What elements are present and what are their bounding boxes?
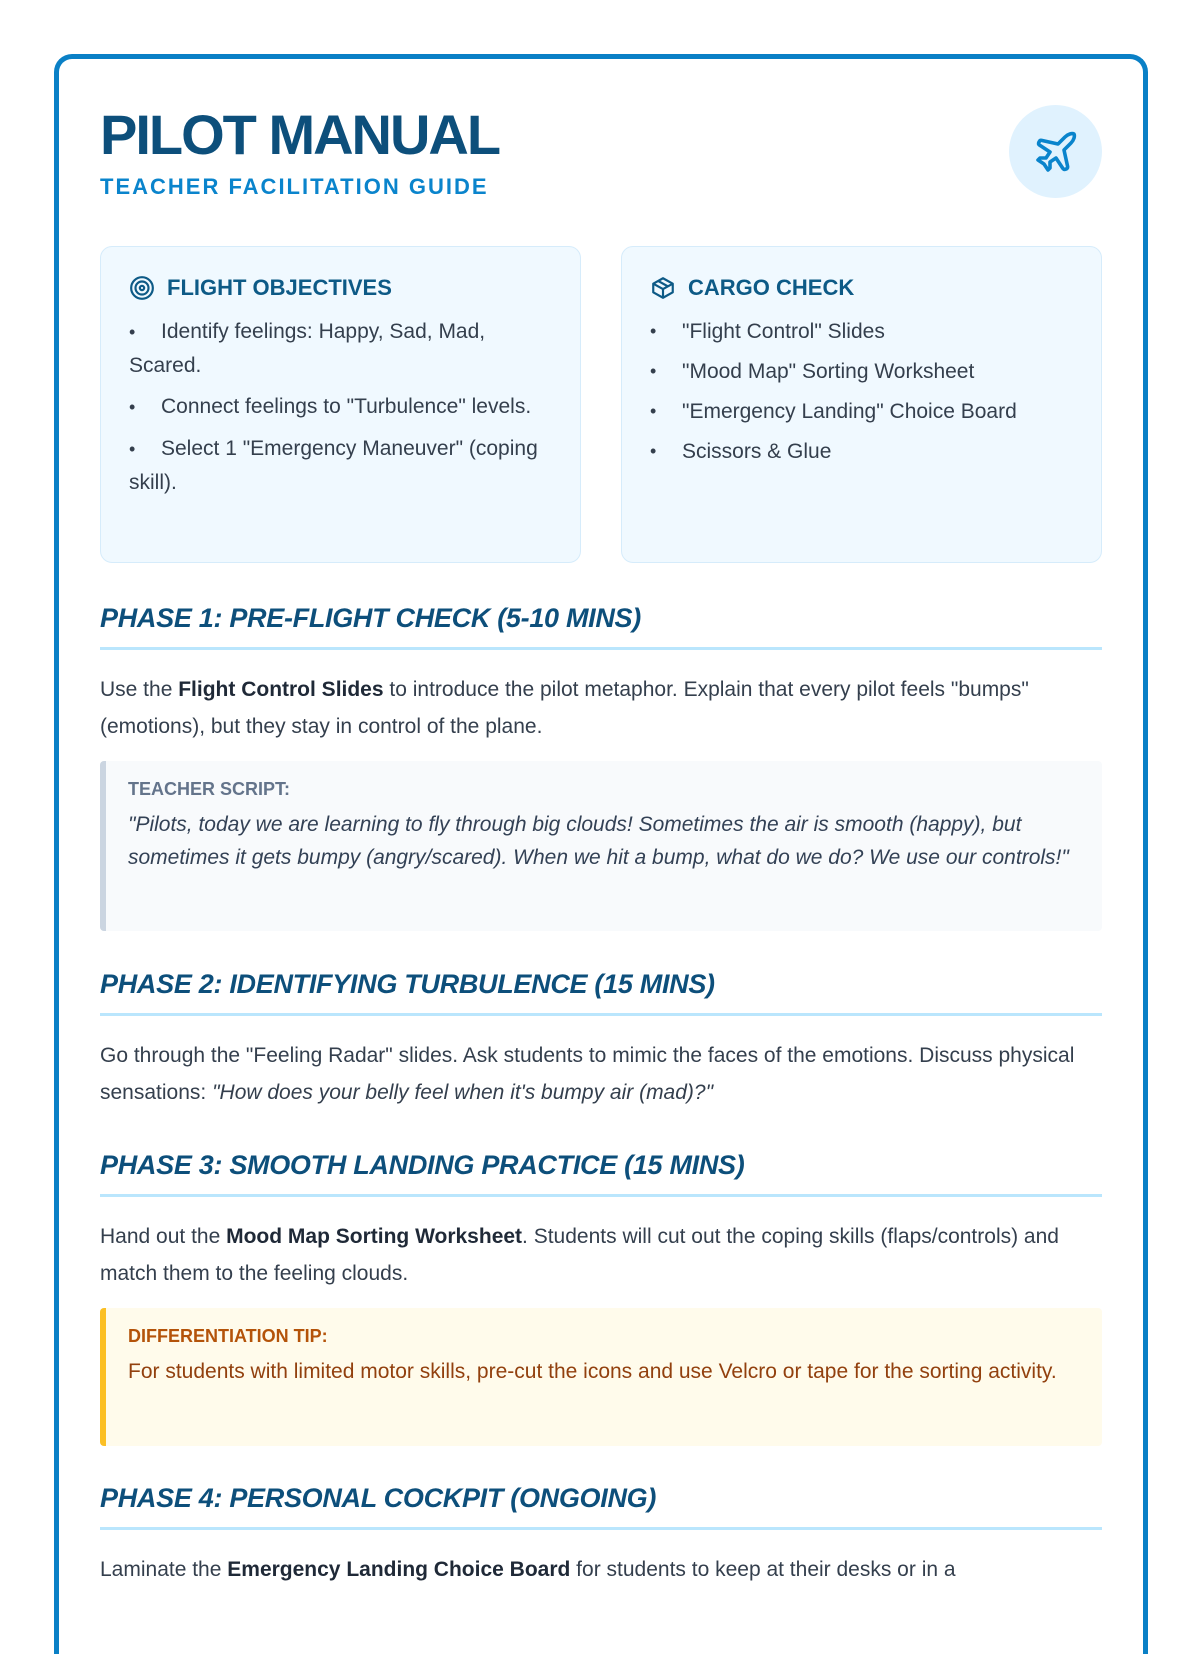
flight-objectives-header bbox=[129, 275, 552, 301]
list-item: • "Emergency Landing" Choice Board bbox=[650, 395, 1073, 428]
phase-3-heading: PHASE 3: SMOOTH LANDING PRACTICE (15 MINS) bbox=[100, 1148, 1102, 1197]
manual-card bbox=[54, 54, 1148, 1654]
overview-boxes bbox=[100, 246, 1102, 563]
airplane-badge bbox=[1009, 105, 1102, 198]
list-item: • Scissors & Glue bbox=[650, 435, 1073, 468]
phase-1-heading: PHASE 1: PRE-FLIGHT CHECK (5-10 MINS) bbox=[100, 601, 1102, 650]
phase-1-text bbox=[100, 671, 1102, 745]
cargo-list bbox=[650, 315, 1073, 468]
list-item: • "Mood Map" Sorting Worksheet bbox=[650, 355, 1073, 388]
text-segment: Hand out the bbox=[100, 1225, 227, 1248]
text-segment: . Students will cut out the coping skills (flaps/controls) and match them to the feeling clouds. bbox=[100, 1225, 1059, 1285]
objectives-list bbox=[129, 315, 552, 499]
differentiation-tip-label: DIFFERENTIATION TIP: bbox=[128, 1326, 328, 1346]
phase-2-text bbox=[100, 1037, 1102, 1111]
target-icon bbox=[129, 275, 155, 301]
bold-text: Mood Map Sorting Worksheet bbox=[226, 1225, 523, 1248]
cargo-check-box bbox=[621, 246, 1102, 563]
text-segment: Go through the "Feeling Radar" slides. Ask students to mimic the faces of the emotions. Discuss physical sensations: bbox=[100, 1044, 1075, 1104]
bold-text: Flight Control Slides bbox=[178, 678, 384, 701]
flight-objectives-title: FLIGHT OBJECTIVES bbox=[167, 275, 392, 300]
list-item: • "Flight Control" Slides bbox=[650, 315, 1073, 348]
teacher-script-callout bbox=[100, 761, 1102, 931]
bold-text: Emergency Landing Choice Board bbox=[227, 1558, 571, 1581]
package-icon bbox=[650, 275, 676, 301]
text-segment: Use the bbox=[100, 678, 179, 701]
text-segment: to introduce the pilot metaphor. Explain that every pilot feels "bumps" (emotions), but they stay in control of the plane. bbox=[100, 678, 1029, 738]
differentiation-tip-text: For students with limited motor skills, pre-cut the icons and use Velcro or tape for the sorting activity. bbox=[128, 1360, 1057, 1383]
teacher-script-label: TEACHER SCRIPT: bbox=[128, 779, 291, 799]
page-subtitle: TEACHER FACILITATION GUIDE bbox=[100, 174, 489, 199]
list-item: • Connect feelings to "Turbulence" levels. bbox=[129, 390, 552, 424]
phase-3-text bbox=[100, 1218, 1102, 1292]
text-segment: for students to keep at their desks or in a bbox=[570, 1558, 956, 1581]
cargo-check-title: CARGO CHECK bbox=[688, 275, 855, 300]
differentiation-tip-callout bbox=[100, 1308, 1102, 1446]
italic-text: "How does your belly feel when it's bumpy air (mad)?" bbox=[212, 1081, 714, 1104]
teacher-script-text: "Pilots, today we are learning to fly through big clouds! Sometimes the air is smooth (happy), but sometimes it gets bumpy (angry/scared). When we hit a bump, what do we do? We use our controls!" bbox=[128, 813, 1069, 869]
cargo-check-header bbox=[650, 275, 1073, 301]
text-segment: Laminate the bbox=[100, 1558, 228, 1581]
flight-objectives-box bbox=[100, 246, 581, 563]
list-item: • Identify feelings: Happy, Sad, Mad, Scared. bbox=[129, 315, 552, 382]
page-title: PILOT MANUAL bbox=[100, 103, 500, 166]
airplane-icon bbox=[1032, 128, 1080, 176]
phase-4-heading: PHASE 4: PERSONAL COCKPIT (ONGOING) bbox=[100, 1481, 1102, 1530]
phase-2-heading: PHASE 2: IDENTIFYING TURBULENCE (15 MINS) bbox=[100, 967, 1102, 1016]
list-item: • Select 1 "Emergency Maneuver" (coping skill). bbox=[129, 432, 552, 499]
phase-4-text bbox=[100, 1551, 1102, 1588]
